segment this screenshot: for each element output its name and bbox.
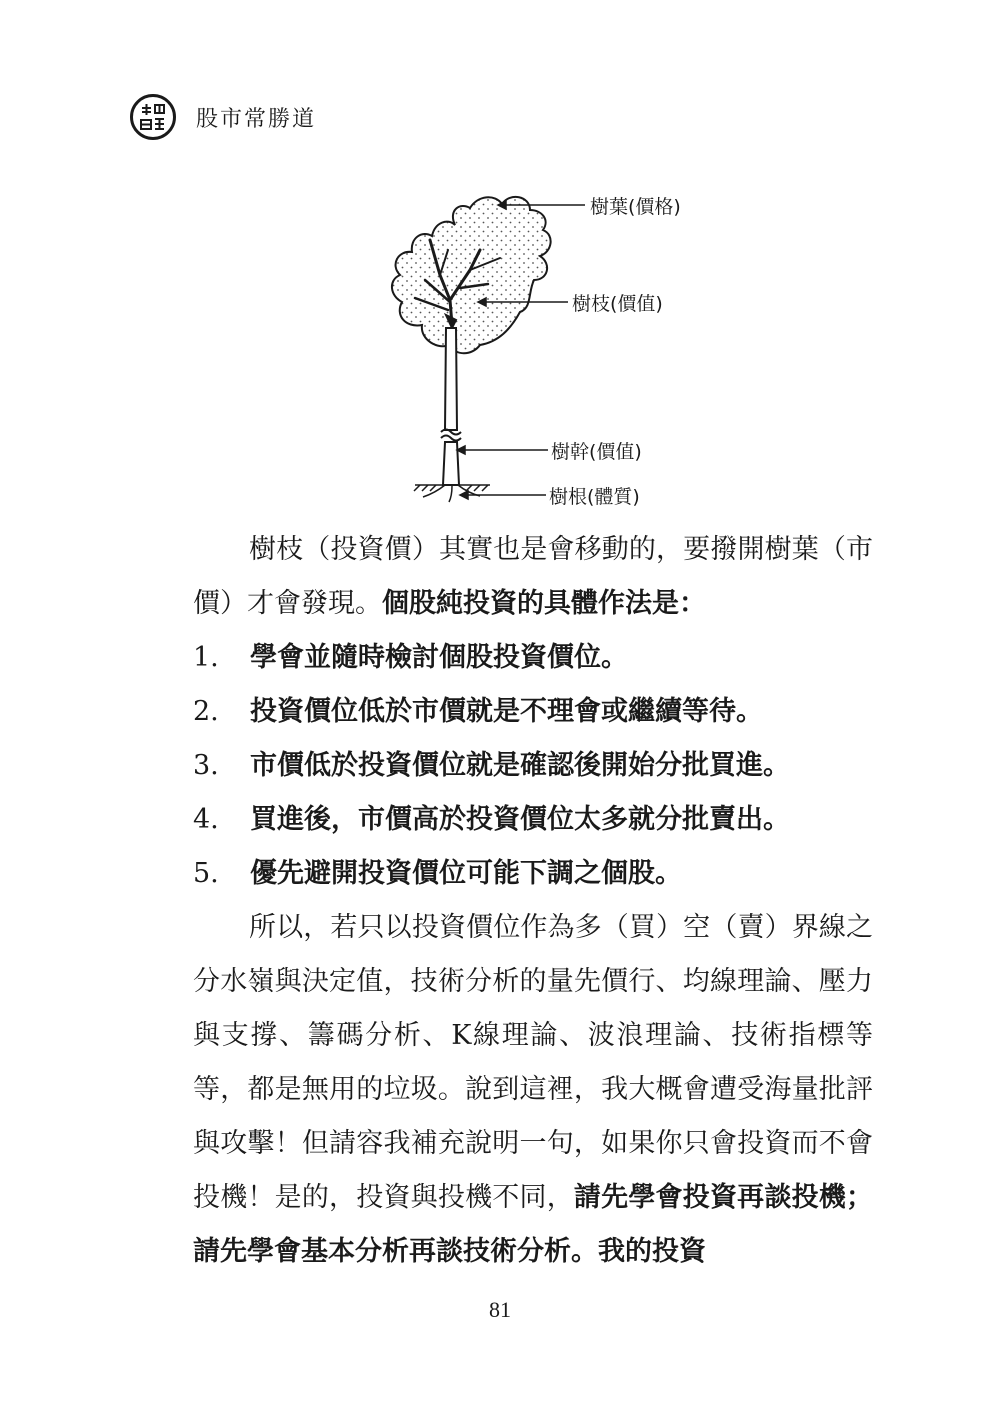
list-item bbox=[193, 739, 873, 793]
paragraph-1 bbox=[193, 523, 873, 631]
list-text: 投資價位低於市價就是不理會或繼續等待。 bbox=[250, 696, 763, 727]
tree-canopy bbox=[392, 197, 551, 353]
list-text: 買進後，市價高於投資價位太多就分批賣出。 bbox=[250, 804, 790, 835]
seal-glyph-icon bbox=[136, 100, 170, 134]
running-header bbox=[130, 92, 316, 142]
label-leaves: 樹葉(價格) bbox=[590, 196, 681, 218]
list-number: 2. bbox=[193, 696, 219, 727]
list-text: 優先避開投資價位可能下調之個股。 bbox=[250, 858, 682, 889]
ground-and-roots bbox=[414, 485, 490, 502]
list-number: 1. bbox=[193, 642, 219, 673]
paragraph-1-bold: 個股純投資的具體作法是： bbox=[382, 588, 706, 619]
list-item bbox=[193, 631, 873, 685]
paragraph-2 bbox=[193, 901, 873, 1279]
label-roots: 樹根(體質) bbox=[549, 486, 640, 508]
book-title: 股市常勝道 bbox=[196, 106, 317, 132]
list-number: 3. bbox=[193, 750, 219, 781]
list-number: 4. bbox=[193, 804, 219, 835]
list-text: 學會並隨時檢討個股投資價位。 bbox=[250, 642, 628, 673]
label-trunk: 樹幹(價值) bbox=[551, 441, 642, 463]
list-item bbox=[193, 685, 873, 739]
paragraph-1-text: 樹枝（投資價）其實也是會移動的，要撥開樹葉（市價）才會發現。 bbox=[193, 534, 873, 619]
body-text bbox=[193, 523, 873, 1279]
tree-diagram bbox=[360, 180, 720, 520]
list-item bbox=[193, 793, 873, 847]
page-number: 81 bbox=[489, 1297, 511, 1322]
paragraph-2-bold: 請先學會投資再談投機；請先學會基本分析再談技術分析。我的投資 bbox=[193, 1182, 874, 1267]
paragraph-2-text: 所以，若只以投資價位作為多（買）空（賣）界線之分水嶺與決定值，技術分析的量先價行、均線理論、壓力與支撐、籌碼分析、K線理論、波浪理論、技術指標等等，都是無用的垃圾。說到這裡，我大概會遭受海量批評與攻擊！但請容我補充說明一句，如果你只會投資而不會投機！是的，投資與投機不同， bbox=[193, 912, 873, 1213]
label-branches: 樹枝(價值) bbox=[572, 293, 663, 315]
list-text: 市價低於投資價位就是確認後開始分批買進。 bbox=[250, 750, 790, 781]
list-number: 5. bbox=[193, 858, 219, 889]
publisher-seal-logo bbox=[130, 94, 176, 140]
list-item bbox=[193, 847, 873, 901]
